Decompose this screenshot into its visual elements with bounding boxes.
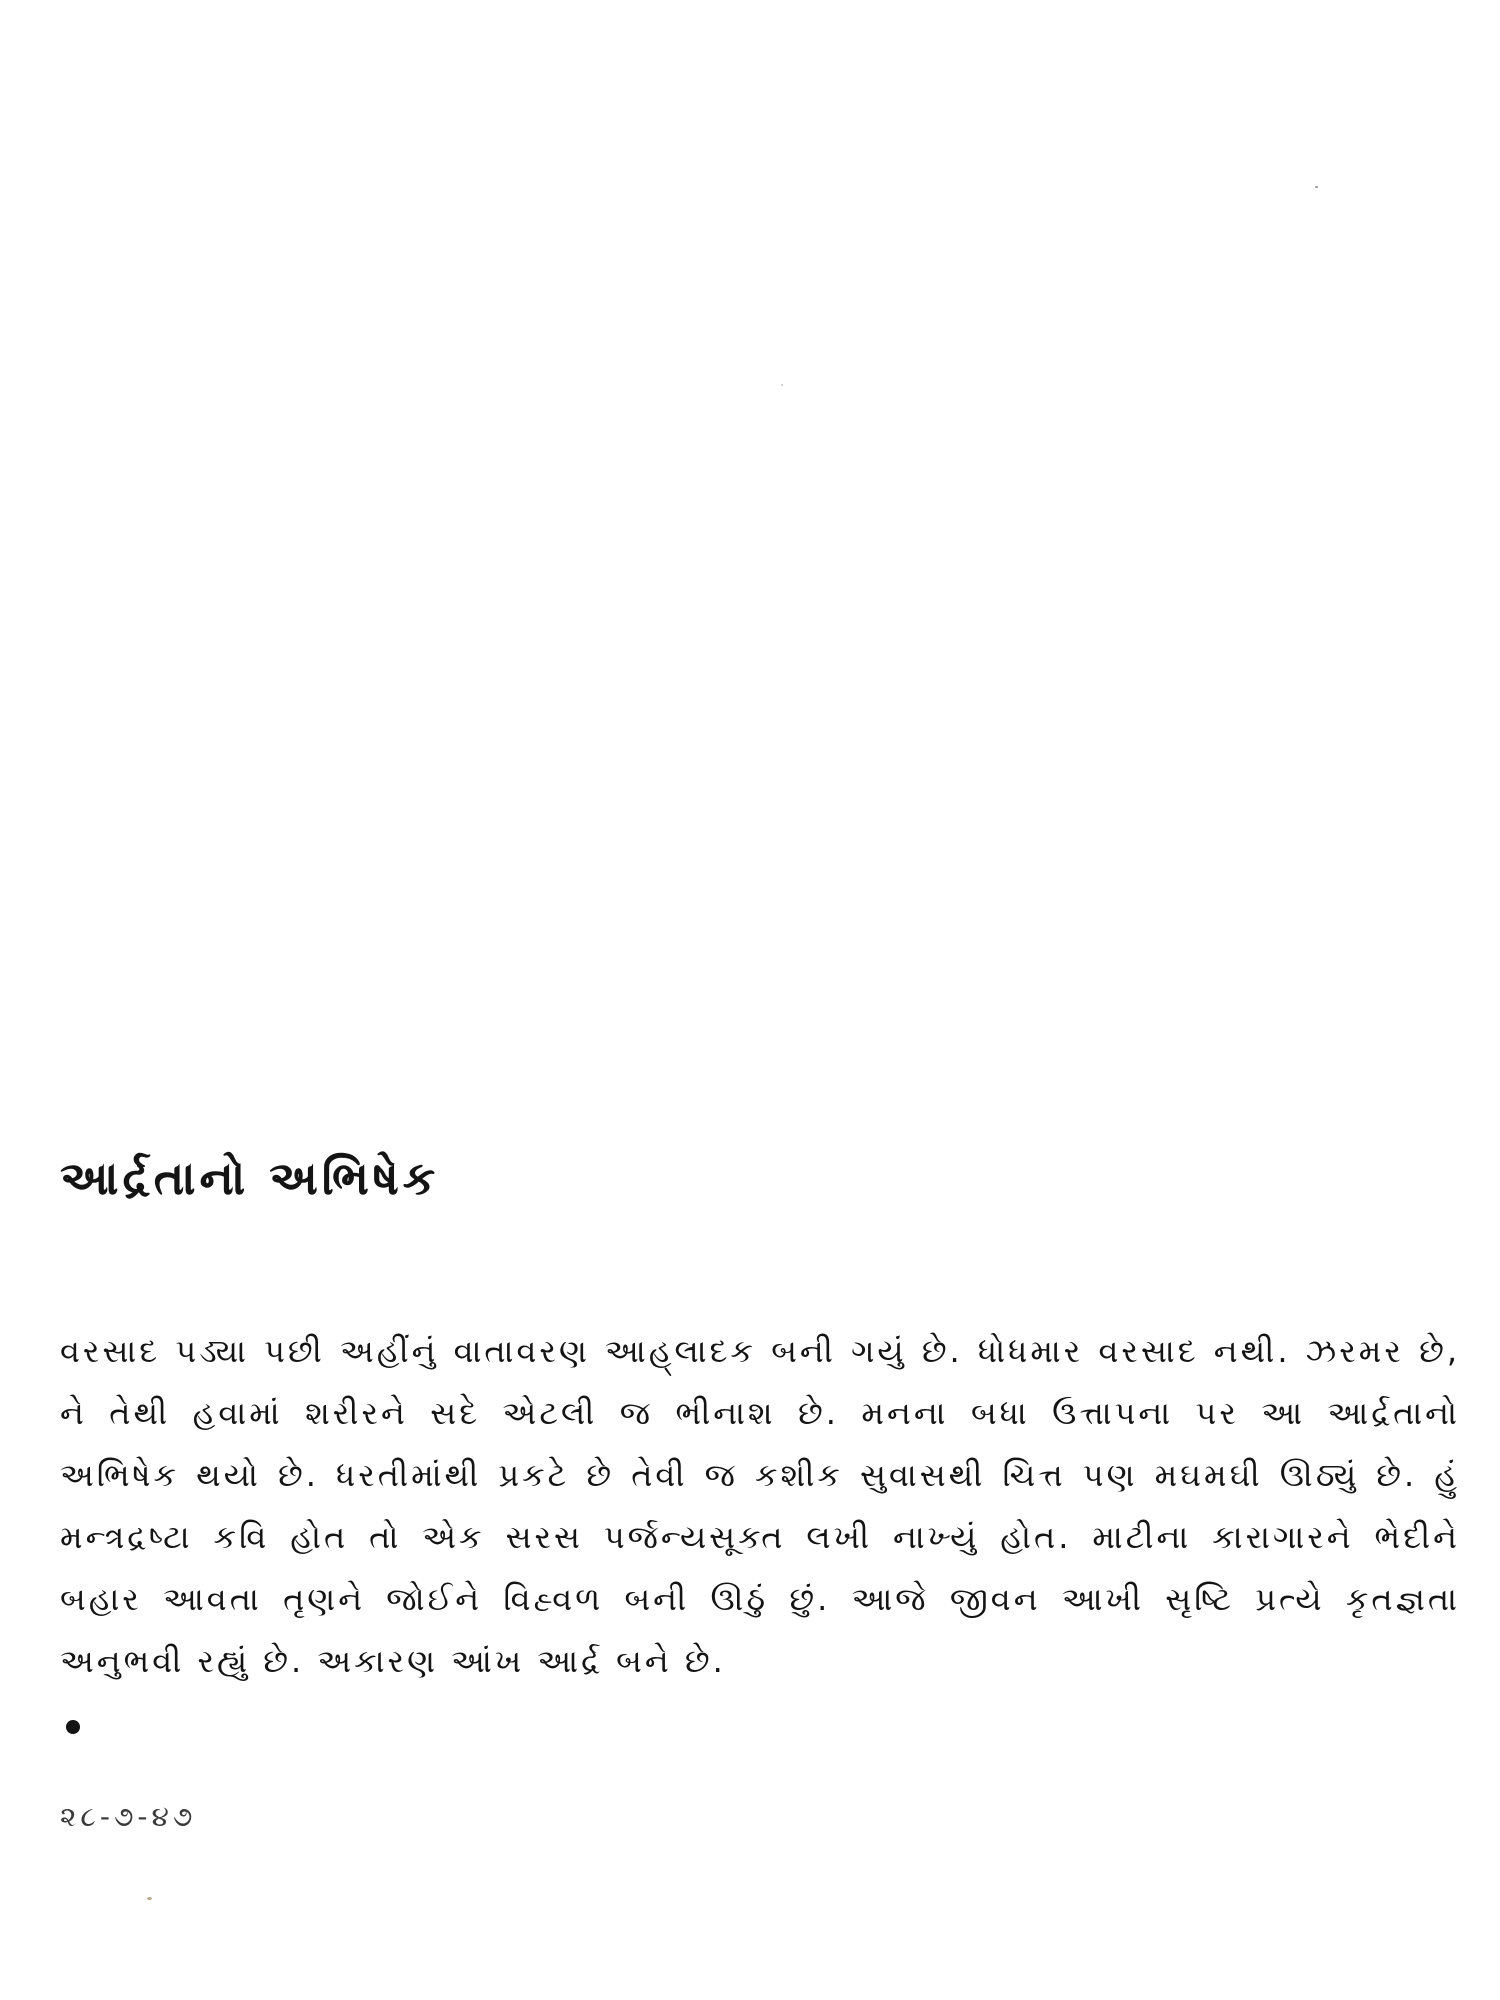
- essay-body: વરસાદ પડ્યા પછી અહીંનું વાતાવરણ આહ્‌લાદક બની ગયું છે. ધોધમાર વરસાદ નથી. ઝરમર છે, ને તેથી હવામાં શરીરને સદે એટલી જ ભીનાશ છે. મનના બધા ઉત્તાપના પર આ આર્દ્રતાનો અભિષેક થયો છે. ધરતીમાંથી પ્રકટે છે તેવી જ કશીક સુવાસથી ચિત્ત પણ મઘમઘી ઊઠ્યું છે. હું મન્ત્રદ્રષ્ટા કવિ હોત તો એક સરસ પર્જન્યસૂક્ત લખી નાખ્યું હોત. માટીના કારાગારને ભેદીને બહાર આવતા તૃણને જોઈને વિહ્વળ બની ઊઠું છું. આજે જીવન આખી સૃષ્ટિ પ્રત્યે કૃતજ્ઞતા અનુભવી રહ્યું છે. અકારણ આંખ આર્દ્ર બને છે.: [60, 1332, 1460, 1680]
- scan-speck: [1315, 186, 1318, 188]
- essay-date: ૨૮-૭-૪૭: [60, 1800, 197, 1833]
- essay-title: આર્દ્રતાનો અભિષેક: [60, 1151, 440, 1205]
- scan-speck: [147, 1897, 152, 1900]
- scan-speck: [781, 384, 783, 386]
- section-bullet: [66, 1720, 80, 1734]
